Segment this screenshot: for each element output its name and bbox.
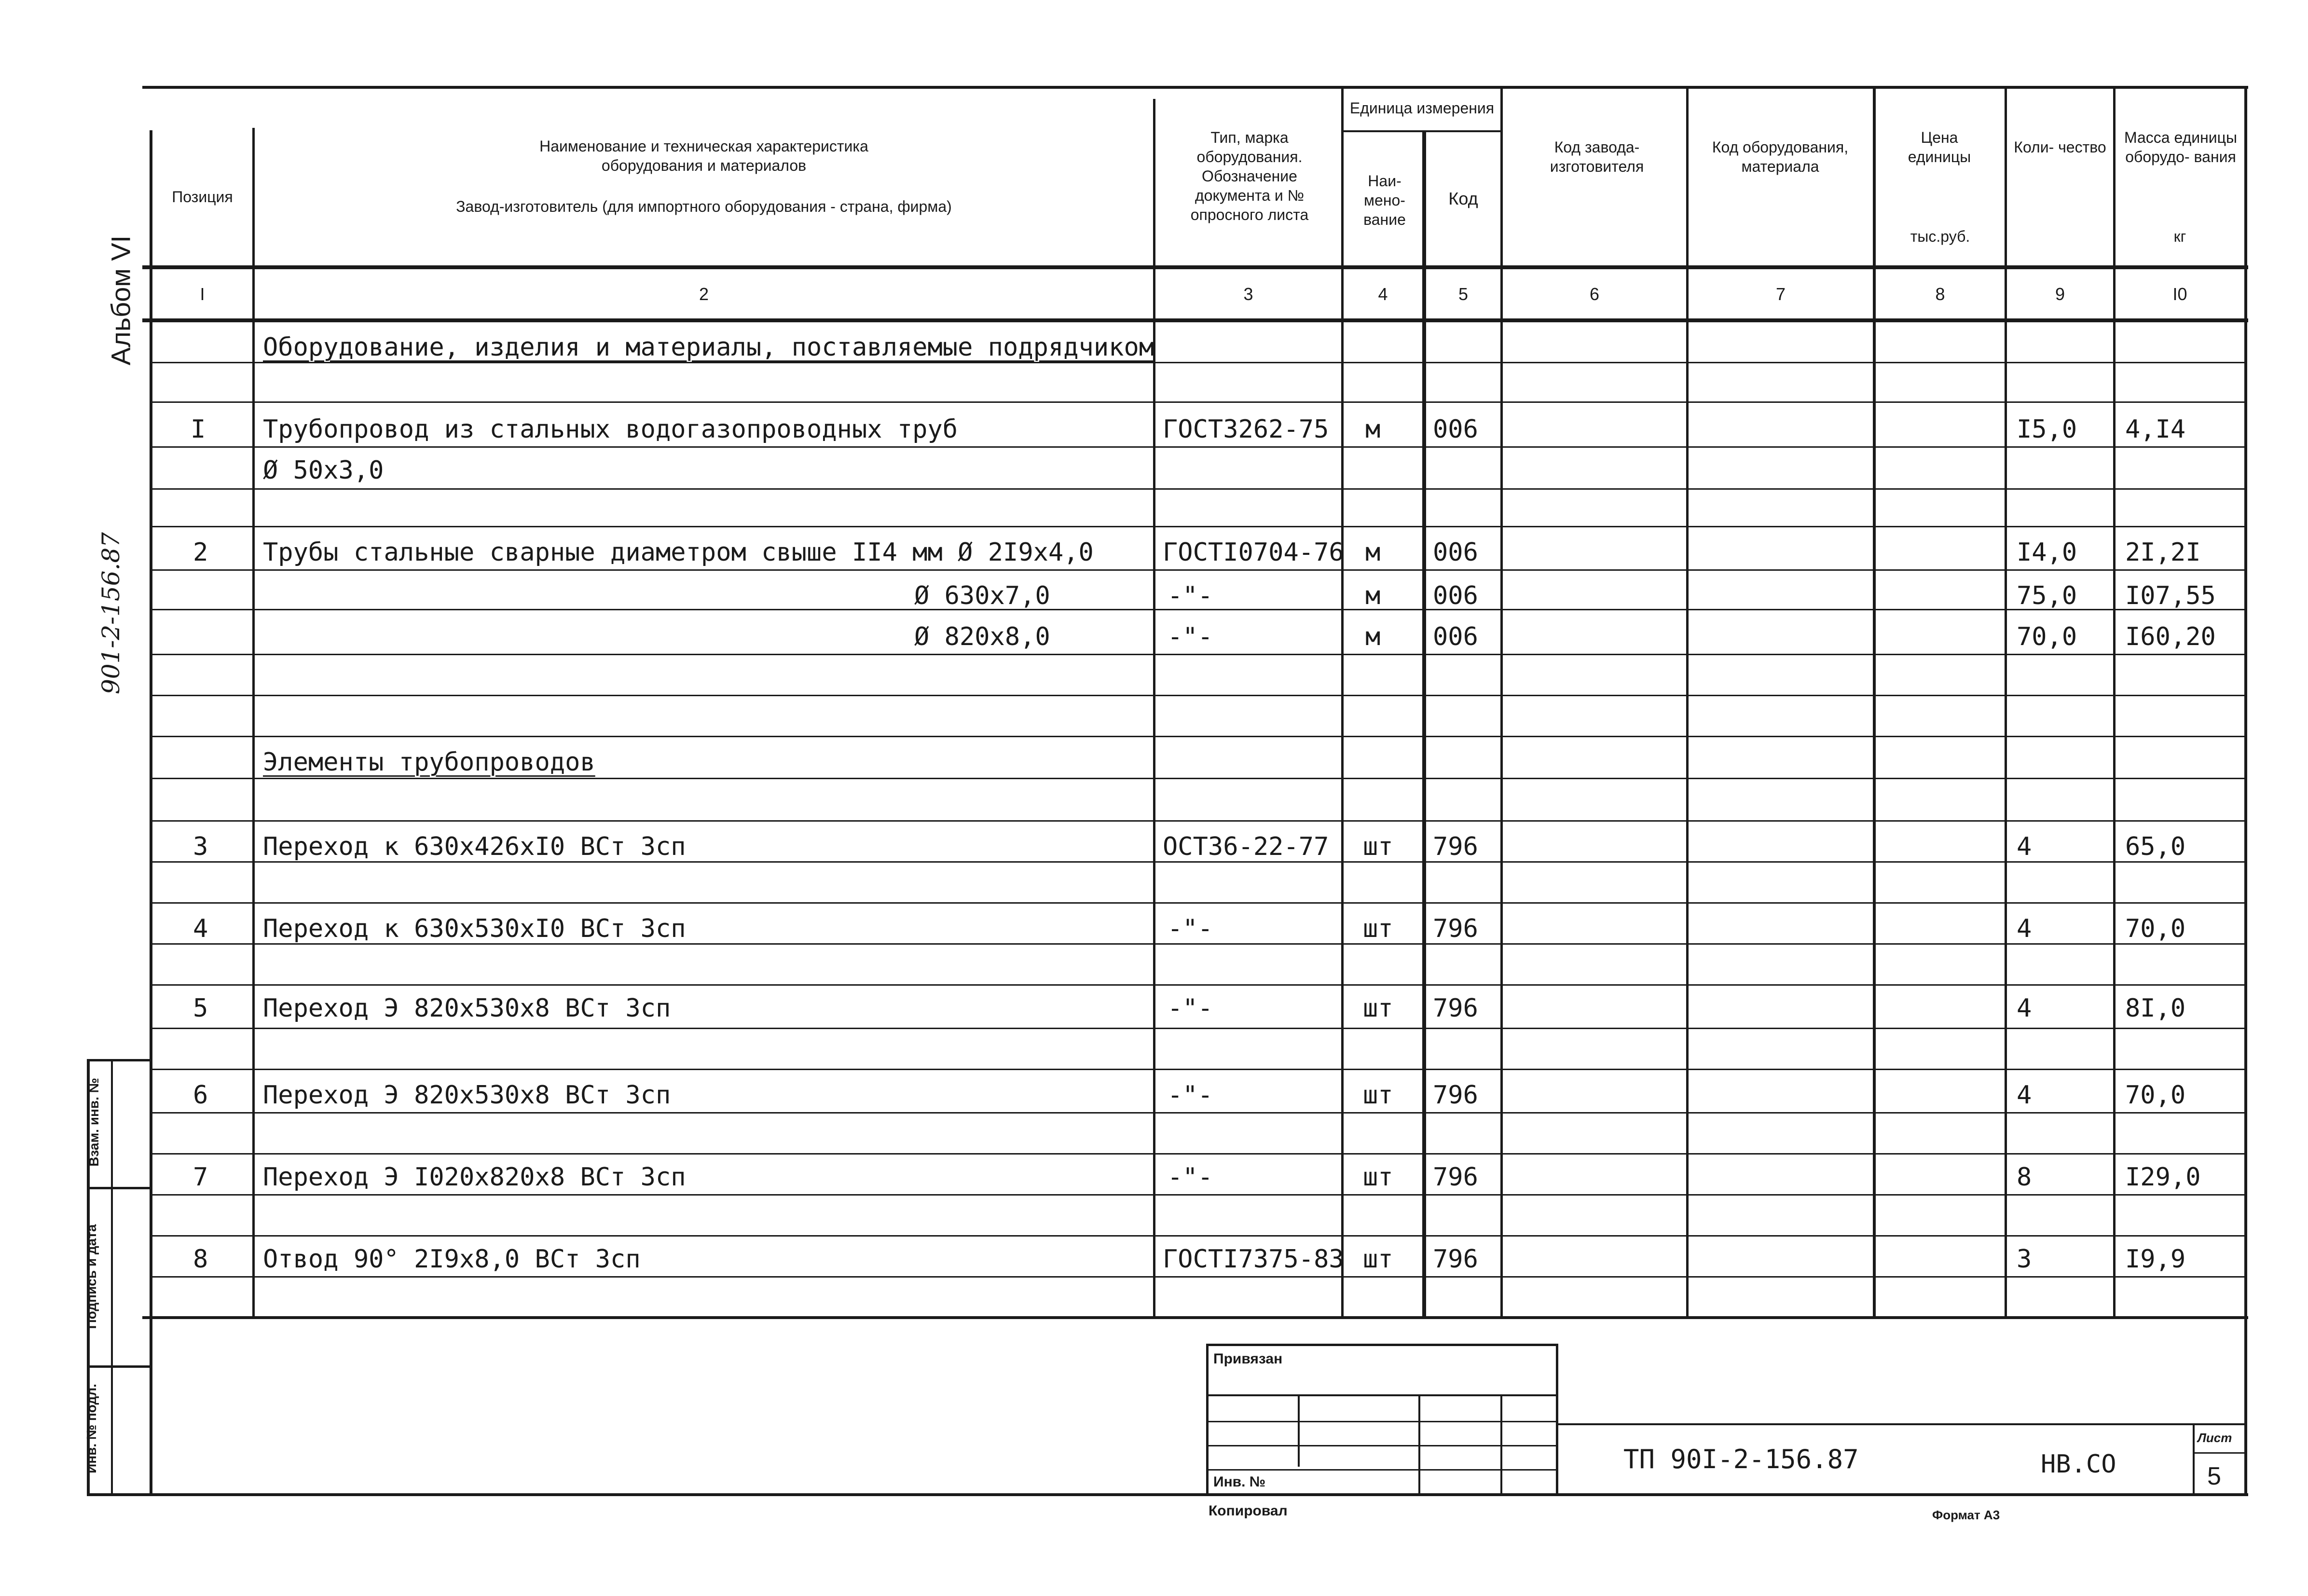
row-unit: шт xyxy=(1363,832,1393,861)
row-code: 796 xyxy=(1433,994,1478,1023)
document-mark: НВ.СО xyxy=(2041,1450,2116,1479)
row-mass: I9,9 xyxy=(2125,1245,2186,1274)
row-code: 796 xyxy=(1433,832,1478,861)
row-unit: шт xyxy=(1363,1245,1393,1274)
row-code: 006 xyxy=(1433,538,1478,567)
row-type: ГОСТI7375-83 xyxy=(1163,1245,1344,1274)
side-doc-number: 901-2-156.87 xyxy=(97,532,125,694)
header-price-unit: тыс.руб. xyxy=(1910,228,1970,245)
row-code: 796 xyxy=(1433,1081,1478,1110)
sheet-number: 5 xyxy=(2207,1462,2221,1490)
header-name-line3: Завод-изготовитель (для импортного оборудования - страна, фирма) xyxy=(456,197,952,215)
row-name: Трубопровод из стальных водогазопроводных труб xyxy=(263,415,958,444)
row-type: -"- xyxy=(1168,1081,1213,1110)
col-number: I0 xyxy=(2172,284,2187,304)
row-position: 7 xyxy=(193,1163,208,1192)
row-name: Отвод 90° 2I9x8,0 ВСт 3сп xyxy=(263,1245,641,1274)
row-type: -"- xyxy=(1168,622,1213,651)
header-quantity: Коли- чество xyxy=(2014,138,2106,156)
header-unit-code: Код xyxy=(1448,189,1478,208)
col-number: 3 xyxy=(1243,284,1253,304)
row-type: -"- xyxy=(1168,1163,1213,1192)
col-number: 5 xyxy=(1458,284,1469,304)
row-code: 006 xyxy=(1433,415,1478,444)
header-plant-code: Код завода- изготовителя xyxy=(1550,138,1644,175)
header-name-line2: оборудования и материалов xyxy=(601,156,807,174)
row-mass: 70,0 xyxy=(2125,914,2186,943)
row-qty: 70,0 xyxy=(2017,622,2077,651)
row-position: 3 xyxy=(193,832,208,861)
row-unit: м xyxy=(1365,415,1381,444)
row-name: Переход к 630x530xI0 ВСт 3сп xyxy=(263,914,686,943)
row-type: ОСТ36-22-77 xyxy=(1163,832,1329,861)
album-label: Альбом VI xyxy=(105,235,136,366)
header-name-line1: Наименование и техническая характеристика xyxy=(539,137,868,155)
col-number: 7 xyxy=(1775,284,1786,304)
row-code: 006 xyxy=(1433,581,1478,610)
sheet-label: Лист xyxy=(2198,1431,2232,1445)
header-mass-unit: кг xyxy=(2173,228,2186,245)
header-unit-group: Единица измерения xyxy=(1349,99,1495,117)
col-number: I xyxy=(200,284,205,304)
row-name-continuation: Ø 50x3,0 xyxy=(263,456,384,485)
col-number: 9 xyxy=(2055,284,2065,304)
col-number: 6 xyxy=(1589,284,1600,304)
col-number: 4 xyxy=(1378,284,1388,304)
copied-by-label: Копировал xyxy=(1209,1503,1288,1519)
row-qty: 4 xyxy=(2017,832,2032,861)
stamp-label-inventory: Инв. № подл. xyxy=(84,1384,99,1473)
row-mass: 4,I4 xyxy=(2125,415,2186,444)
row-qty: 8 xyxy=(2017,1163,2032,1192)
row-mass: 2I,2I xyxy=(2125,538,2201,567)
row-position: 2 xyxy=(193,538,208,567)
row-qty: 3 xyxy=(2017,1245,2032,1274)
row-unit: шт xyxy=(1363,1081,1393,1110)
row-qty: I5,0 xyxy=(2017,415,2077,444)
row-unit: шт xyxy=(1363,994,1393,1023)
row-name: Переход Э I020x820x8 ВСт 3сп xyxy=(263,1163,686,1192)
document-code: ТП 90I-2-156.87 xyxy=(1623,1444,1859,1474)
row-qty: 75,0 xyxy=(2017,581,2077,610)
section-heading: Оборудование, изделия и материалы, поставляемые подрядчиком xyxy=(263,333,1154,362)
header-unit-name: Наи- мено- вание xyxy=(1363,172,1406,228)
row-position: 5 xyxy=(193,994,208,1023)
row-code: 006 xyxy=(1433,622,1478,651)
row-position: I xyxy=(191,415,206,444)
row-unit: м xyxy=(1365,538,1381,567)
row-position: 6 xyxy=(193,1081,208,1110)
row-code: 796 xyxy=(1433,1163,1478,1192)
row-name: Переход Э 820x530x8 ВСт 3сп xyxy=(263,994,671,1023)
row-type: ГОСТI0704-76 xyxy=(1163,538,1344,567)
row-mass: I29,0 xyxy=(2125,1163,2201,1192)
col-number: 8 xyxy=(1935,284,1945,304)
row-type: -"- xyxy=(1168,994,1213,1023)
row-type: -"- xyxy=(1168,914,1213,943)
row-qty: 4 xyxy=(2017,1081,2032,1110)
row-code: 796 xyxy=(1433,1245,1478,1274)
row-type: ГОСТ3262-75 xyxy=(1163,415,1329,444)
row-qty: I4,0 xyxy=(2017,538,2077,567)
stamp-label-replace: Взам. инв. № xyxy=(86,1078,101,1167)
stamp-label-signature: Подпись и дата xyxy=(84,1224,99,1329)
row-mass: I60,20 xyxy=(2125,622,2216,651)
paper-format-label: Формат А3 xyxy=(1932,1508,2000,1522)
row-name: Переход Э 820x530x8 ВСт 3сп xyxy=(263,1081,671,1110)
header-equipment-code: Код оборудования, материала xyxy=(1712,138,1849,175)
row-unit: м xyxy=(1365,581,1381,610)
section-heading: Элементы трубопроводов xyxy=(263,748,595,777)
row-unit: шт xyxy=(1363,914,1393,943)
row-mass: 8I,0 xyxy=(2125,994,2186,1023)
row-position: 4 xyxy=(193,914,208,943)
inv-number-label: Инв. № xyxy=(1213,1474,1266,1490)
row-qty: 4 xyxy=(2017,914,2032,943)
header-price: Цена единицы xyxy=(1908,129,1971,165)
row-position: 8 xyxy=(193,1245,208,1274)
row-mass: 70,0 xyxy=(2125,1081,2186,1110)
header-position: Позиция xyxy=(172,188,233,206)
row-name: Ø 820x8,0 xyxy=(914,622,1050,651)
row-mass: I07,55 xyxy=(2125,581,2216,610)
header-mass: Масса единицы оборудо- вания xyxy=(2124,129,2237,165)
row-name: Ø 630x7,0 xyxy=(914,581,1050,610)
row-mass: 65,0 xyxy=(2125,832,2186,861)
privyazan-label: Привязан xyxy=(1213,1351,1283,1367)
row-name: Переход к 630x426xI0 ВСт 3сп xyxy=(263,832,686,861)
row-unit: шт xyxy=(1363,1163,1393,1192)
row-name: Трубы стальные сварные диаметром свыше II4 мм Ø 2I9x4,0 xyxy=(263,538,1094,567)
row-unit: м xyxy=(1365,622,1381,651)
col-number: 2 xyxy=(699,284,709,304)
header-type: Тип, марка оборудования. Обозначение документа и № опросного листа xyxy=(1190,129,1309,223)
row-qty: 4 xyxy=(2017,994,2032,1023)
row-code: 796 xyxy=(1433,914,1478,943)
row-type: -"- xyxy=(1168,581,1213,610)
